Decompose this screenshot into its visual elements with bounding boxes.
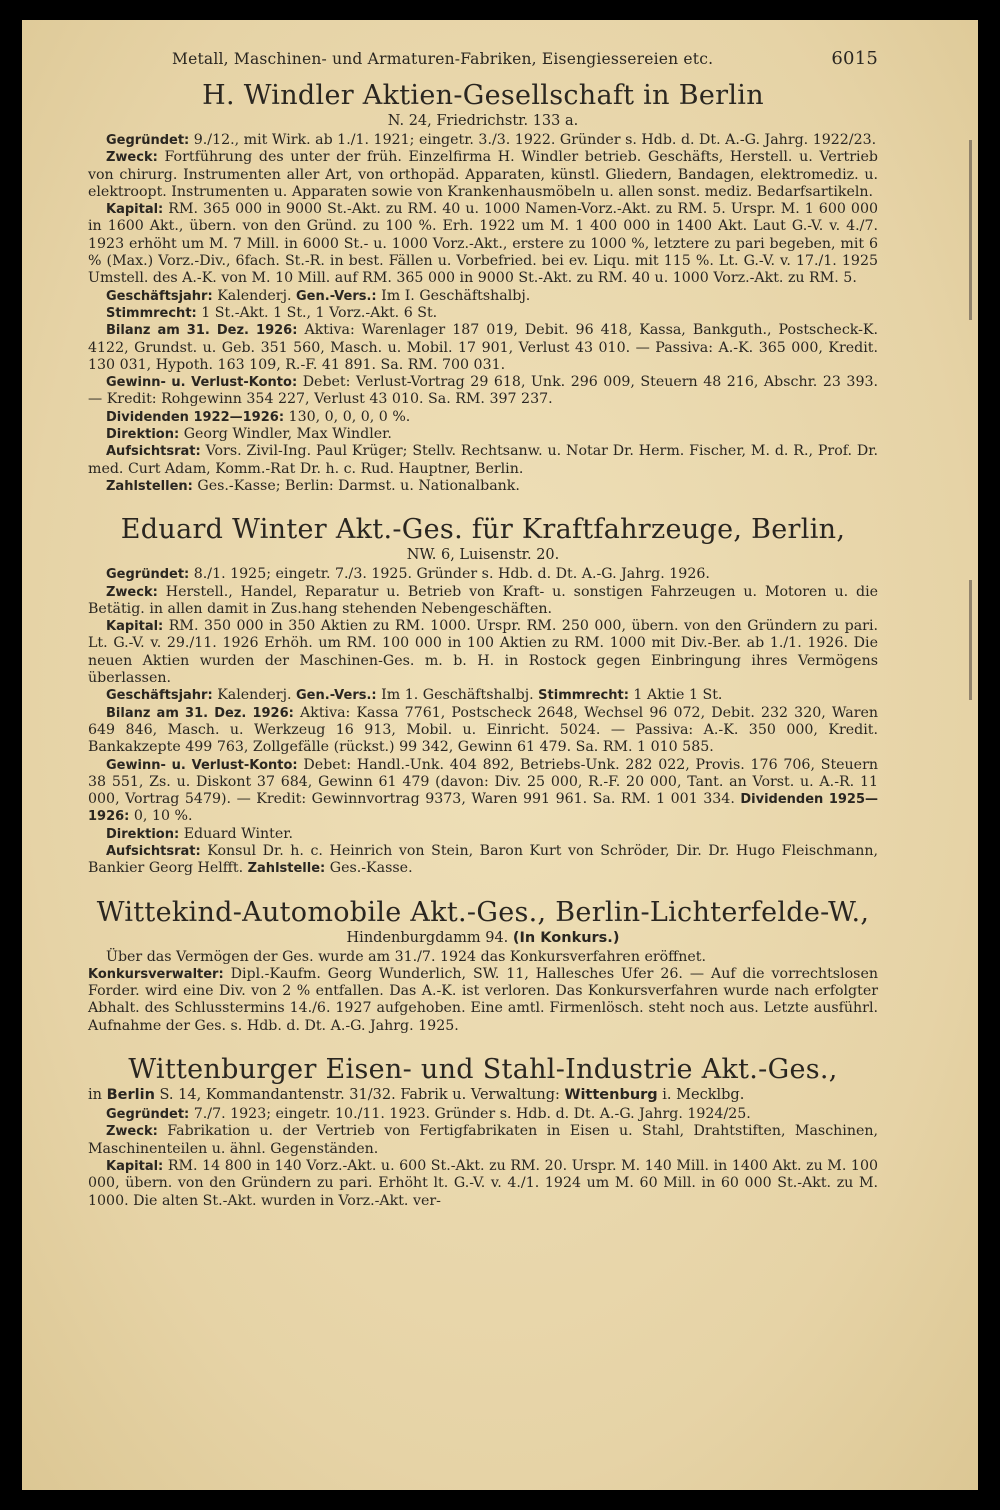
field-label: Geschäftsjahr: bbox=[106, 288, 213, 304]
supervisory-board-paragraph bbox=[88, 843, 878, 878]
field-text: Eduard Winter. bbox=[183, 825, 293, 842]
field-text: 130, 0, 0, 0, 0 %. bbox=[288, 408, 411, 425]
founded-paragraph bbox=[88, 566, 878, 583]
company-address: N. 24, Friedrichstr. 133 a. bbox=[387, 113, 579, 129]
field-text: RM. 365 000 in 9000 St.-Akt. zu RM. 40 u. 1000 Namen-Vorz.-Akt. zu RM. 5. Urspr. M. 1 600 000 in 1600 Akt., übern. von den Gründ. zu 100 %. Erh. 1922 um M. 1 400 000 in 1400 Akt. Laut G.-V. v. 4./7. 1923 erhöht um M. 7 Mill. in 6000 St.- u. 1000 Vorz.-Akt., erstere zu 1000 %, letztere zu pari begeben, mit 6 % (Max.) Vorz.-Div., 6fach. St.-R. in best. Fällen u. Vorbefried. bei ev. Liqu. mit 115 %. Lt. G.-V. v. 17./1. 1925 Umstell. des A.-K. von M. 10 Mill. auf RM. 365 000 in 9000 St.-Akt. zu RM. 40 u. 1000 Vorz.-Akt. zu RM. 5. bbox=[88, 201, 878, 287]
address-city-factory: Wittenburg bbox=[564, 1087, 658, 1104]
field-text: Im I. Geschäftshalbj. bbox=[381, 287, 531, 304]
field-text: Ges.-Kasse. bbox=[329, 860, 413, 877]
founded-paragraph bbox=[88, 132, 878, 149]
administrator-paragraph bbox=[88, 966, 878, 1035]
capital-paragraph bbox=[88, 1158, 878, 1210]
field-label: Aufsichtsrat: bbox=[106, 843, 201, 859]
profit-loss-paragraph bbox=[88, 374, 878, 409]
field-label: Dividenden 1925—1926: bbox=[88, 792, 879, 825]
page-number: 6015 bbox=[831, 48, 878, 69]
field-text: 1 Aktie 1 St. bbox=[633, 687, 723, 704]
page-text bbox=[88, 48, 878, 1228]
field-text: Fabrikation u. der Vertrieb von Fertigfabrikaten in Eisen u. Stahl, Drahtstiften, Maschinen, Maschinenteilen u. ähnl. Gegenständen. bbox=[88, 1123, 879, 1157]
purpose-paragraph bbox=[88, 149, 878, 201]
purpose-paragraph bbox=[88, 1123, 878, 1158]
balance-paragraph bbox=[88, 705, 878, 757]
field-label: Bilanz am 31. Dez. 1926: bbox=[106, 705, 294, 721]
purpose-paragraph bbox=[88, 584, 878, 619]
status-badge: (In Konkurs.) bbox=[512, 929, 620, 946]
balance-paragraph bbox=[88, 322, 878, 374]
company-address: NW. 6, Luisenstr. 20. bbox=[406, 547, 560, 564]
field-label: Gen.-Vers.: bbox=[296, 288, 377, 304]
company-name: H. Windler Aktien-Gesellschaft in Berlin bbox=[202, 80, 764, 111]
field-label: Stimmrecht: bbox=[538, 688, 629, 704]
field-label: Direktion: bbox=[106, 427, 180, 443]
field-label: Geschäftsjahr: bbox=[106, 688, 213, 704]
field-text: Herstell., Handel, Reparatur u. Betrieb von Kraft- u. sonstigen Fahrzeugen u. Motoren u. die Betätig. in allen damit in Zus.hang stehenden Nebengeschäften. bbox=[88, 583, 878, 617]
company-entry-wittekind bbox=[88, 896, 878, 1035]
field-text: RM. 14 800 in 140 Vorz.-Akt. u. 600 St.-Akt. zu RM. 20. Urspr. M. 140 Mill. in 1400 Akt. zu M. 100 000, übern. von den Gründern zu pari. Erhöht lt. G.-V. v. 4./1. 1924 um M. 60 Mill. in 60 000 St.-Akt. zu M. 1000. Die alten St.-Akt. wurden in Vorz.-Akt. ver- bbox=[88, 1157, 878, 1209]
company-name: Wittenburger Eisen- und Stahl-Industrie Akt.-Ges., bbox=[128, 1054, 838, 1086]
supervisory-board-paragraph bbox=[88, 443, 878, 478]
address-text: Hindenburgdamm 94. bbox=[346, 929, 509, 946]
field-text: 1 St.-Akt. 1 St., 1 Vorz.-Akt. 6 St. bbox=[201, 304, 438, 321]
field-text: Ges.-Kasse; Berlin: Darmst. u. Nationalbank. bbox=[197, 477, 520, 494]
field-label: Kapital: bbox=[106, 1158, 164, 1174]
field-label: Zweck: bbox=[106, 1124, 158, 1140]
running-head bbox=[88, 48, 878, 69]
company-name: Eduard Winter Akt.-Ges. für Kraftfahrzeuge, Berlin, bbox=[120, 514, 846, 546]
capital-paragraph bbox=[88, 201, 878, 287]
field-text: Aktiva: Kassa 7761, Postscheck 2648, Wechsel 96 072, Debit. 232 320, Waren 649 846, Masch. u. Werkzeug 16 913, Mobil. u. Einricht. 5024. — Passiva: A.-K. 350 000, Kredit. Bankakzepte 499 763, Zollgefälle (rückst.) 99 342, Gewinn 61 479. Sa. RM. 1 010 585. bbox=[88, 704, 879, 756]
address-city: Berlin bbox=[106, 1087, 155, 1104]
profit-loss-paragraph bbox=[88, 757, 878, 826]
field-label: Stimmrecht: bbox=[106, 305, 197, 321]
field-label: Gegründet: bbox=[106, 567, 190, 583]
fiscal-year-paragraph bbox=[88, 687, 878, 704]
field-text: 9./12., mit Wirk. ab 1./1. 1921; eingetr. 3./3. 1922. Gründer s. Hdb. d. Dt. A.-G. Jahrg. 1922/23. bbox=[193, 132, 877, 148]
field-label: Bilanz am 31. Dez. 1926: bbox=[106, 323, 298, 339]
paying-agents-paragraph bbox=[88, 478, 878, 495]
document-page bbox=[22, 20, 978, 1490]
management-paragraph bbox=[88, 826, 878, 843]
field-label: Gen.-Vers.: bbox=[296, 688, 377, 704]
field-label: Zahlstelle: bbox=[247, 861, 326, 877]
field-text: Aktiva: Warenlager 187 019, Debit. 96 418, Kassa, Bankguth., Postscheck-K. 4122, Grundst. u. Geb. 351 560, Masch. u. Mobil. 17 901, Verlust 43 010. — Passiva: A.-K. 365 000, Kredit. 130 031, Hypoth. 163 109, R.-F. 41 891. Sa. RM. 700 031. bbox=[88, 322, 879, 373]
field-text: 8./1. 1925; eingetr. 7./3. 1925. Gründer s. Hdb. d. Dt. A.-G. Jahrg. 1926. bbox=[193, 566, 710, 583]
management-paragraph bbox=[88, 426, 878, 443]
field-label: Gewinn- u. Verlust-Konto: bbox=[106, 757, 298, 773]
field-label: Kapital: bbox=[106, 619, 164, 635]
field-text: Vors. Zivil-Ing. Paul Krüger; Stellv. Rechtsanw. u. Notar Dr. Herm. Fischer, M. d. R., Prof. Dr. med. Curt Adam, Komm.-Rat Dr. h. c. Rud. Hauptner, Berlin. bbox=[88, 443, 878, 477]
company-entry-wittenburger bbox=[88, 1053, 878, 1210]
field-text: Debet: Verlust-Vortrag 29 618, Unk. 296 009, Steuern 48 216, Abschr. 23 393. — Kredit: Rohgewinn 354 227, Verlust 43 010. Sa. RM. 397 237. bbox=[88, 374, 879, 408]
field-label: Gegründet: bbox=[106, 133, 190, 148]
field-label: Dividenden 1922—1926: bbox=[106, 409, 285, 425]
address-text: S. 14, Kommandantenstr. 31/32. Fabrik u. Verwaltung: bbox=[159, 1087, 560, 1104]
address-prefix: in bbox=[88, 1087, 102, 1104]
field-label: Zweck: bbox=[106, 150, 158, 166]
field-text: Debet: Handl.-Unk. 404 892, Betriebs-Unk. 282 022, Provis. 176 706, Steuern 38 551, Zs. u. Diskont 37 684, Gewinn 61 479 (davon: Div. 25 000, R.-F. 20 000, Tant. an Vorst. u. A.-R. 11 000, Vortrag 5479). — Kredit: Gewinnvortrag 9373, Waren 991 961. Sa. RM. 1 001 334. bbox=[88, 756, 879, 808]
company-address bbox=[88, 929, 878, 948]
voting-paragraph bbox=[88, 305, 878, 322]
company-entry-winter bbox=[88, 513, 878, 877]
bankruptcy-paragraph bbox=[88, 949, 878, 966]
company-entry-windler bbox=[88, 79, 878, 495]
scan-edge-mark bbox=[969, 140, 972, 320]
field-label: Kapital: bbox=[106, 202, 164, 218]
field-text: Kalenderj. bbox=[217, 687, 292, 704]
running-head-title: Metall, Maschinen- und Armaturen-Fabriken, Eisengiessereien etc. bbox=[172, 50, 714, 68]
field-text: Dipl.-Kaufm. Georg Wunderlich, SW. 11, Hallesches Ufer 26. — Auf die vorrechtslosen Forder. wird eine Div. von 2 % entfallen. Das A.-K. ist verloren. Das Konkursverfahren wurde nach erfolgter Abhalt. des Schlusstermins 14./6. 1927 aufgehoben. Eine amtl. Firmenlösch. steht noch aus. Letzte ausführl. Aufnahme der Ges. s. Hdb. d. Dt. A.-G. Jahrg. 1925. bbox=[88, 965, 878, 1034]
field-text: Im 1. Geschäftshalbj. bbox=[381, 687, 534, 704]
field-label: Gegründet: bbox=[106, 1107, 190, 1123]
founded-paragraph bbox=[88, 1106, 878, 1123]
field-text: Konsul Dr. h. c. Heinrich von Stein, Baron Kurt von Schröder, Dir. Dr. Hugo Fleischmann, Bankier Georg Helfft. bbox=[88, 842, 878, 877]
field-text: 7./7. 1923; eingetr. 10./11. 1923. Gründer s. Hdb. d. Dt. A.-G. Jahrg. 1924/25. bbox=[193, 1106, 751, 1123]
capital-paragraph bbox=[88, 618, 878, 687]
field-text: RM. 350 000 in 350 Aktien zu RM. 1000. Urspr. RM. 250 000, übern. von den Gründern zu pari. Lt. G.-V. v. 29./11. 1926 Erhöh. um RM. 100 000 in 100 Aktien zu RM. 1000 mit Div.-Ber. ab 1./1. 1926. Die neuen Aktien wurden der Maschinen-Ges. m. b. H. in Rostock gegen Einbringung ihres Vermögens überlassen. bbox=[88, 618, 878, 687]
company-name: Wittekind-Automobile Akt.-Ges., Berlin-Lichterfelde-W., bbox=[96, 896, 870, 928]
field-text: Kalenderj. bbox=[217, 287, 292, 304]
field-text: Über das Vermögen der Ges. wurde am 31./7. 1924 das Konkursverfahren eröffnet. bbox=[106, 948, 707, 965]
field-label: Gewinn- u. Verlust-Konto: bbox=[106, 375, 298, 391]
field-text: Fortführung des unter der früh. Einzelfirma H. Windler betrieb. Geschäfts, Herstell. u. Vertrieb von chirurg. Instrumenten aller Art, von orthopäd. Apparaten, künstl. Gliedern, Bandagen, elektromediz. u. elektroopt. Instrumenten u. Apparaten sowie von Krankenhausmöbeln u. allen sonst. mediz. Bedarfsartikeln. bbox=[88, 149, 878, 200]
company-address bbox=[88, 1086, 878, 1105]
scan-edge-mark bbox=[969, 580, 972, 700]
field-label: Aufsichtsrat: bbox=[106, 444, 201, 460]
field-label: Konkursverwalter: bbox=[88, 966, 224, 982]
dividends-paragraph bbox=[88, 409, 878, 426]
field-label: Direktion: bbox=[106, 826, 180, 842]
address-suffix: i. Mecklbg. bbox=[662, 1087, 745, 1104]
field-label: Zahlstellen: bbox=[106, 478, 193, 494]
field-text: Georg Windler, Max Windler. bbox=[183, 426, 392, 443]
field-label: Zweck: bbox=[106, 584, 158, 600]
field-text: 0, 10 %. bbox=[133, 808, 193, 825]
fiscal-year-paragraph bbox=[88, 288, 878, 305]
